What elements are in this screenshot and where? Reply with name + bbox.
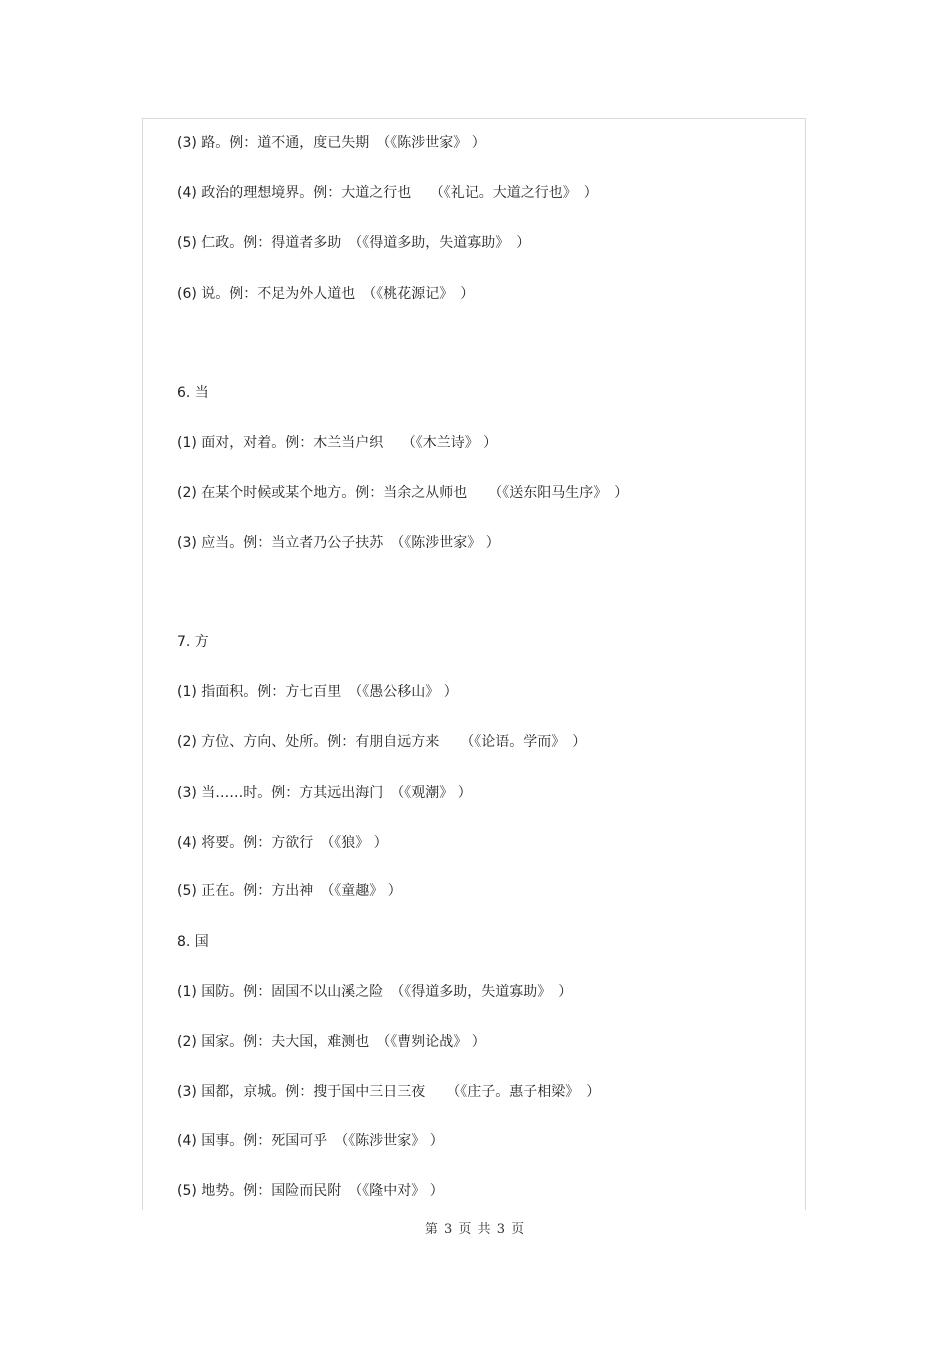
page-number: 第 3 页 共 3 页 <box>424 1222 526 1237</box>
definition-line: (6) 说。例：不足为外人道也 （《桃花源记》 ） <box>177 286 475 302</box>
definition-line: (1) 国防。例：固国不以山溪之险 （《得道多助，失道寡助》 ） <box>177 984 573 1000</box>
definition-line: (5) 正在。例：方出神 （《童趣》 ） <box>177 883 402 899</box>
definition-line: (1) 面对，对着。例：木兰当户织 （《木兰诗》 ） <box>177 435 498 451</box>
section-heading: 6. 当 <box>177 385 209 401</box>
definition-line: (3) 应当。例：当立者乃公子扶苏 （《陈涉世家》 ） <box>177 535 500 551</box>
definition-line: (2) 在某个时候或某个地方。例：当余之从师也 （《送东阳马生序》 ） <box>177 485 629 501</box>
definition-line: (2) 方位、方向、处所。例：有朋自远方来 （《论语。学而》 ） <box>177 734 587 750</box>
definition-line: (4) 政治的理想境界。例：大道之行也 （《礼记。大道之行也》 ） <box>177 185 598 201</box>
definition-line: (5) 地势。例：国险而民附 （《隆中对》 ） <box>177 1183 444 1199</box>
definition-line: (1) 指面积。例：方七百里 （《愚公移山》 ） <box>177 684 458 700</box>
definition-line: (2) 国家。例：夫大国，难测也 （《曹刿论战》 ） <box>177 1034 486 1050</box>
definition-line: (4) 国事。例：死国可乎 （《陈涉世家》 ） <box>177 1133 444 1149</box>
definition-line: (5) 仁政。例：得道者多助 （《得道多助，失道寡助》 ） <box>177 235 531 251</box>
section-heading: 7. 方 <box>177 634 209 650</box>
definition-line: (3) 路。例：道不通，度已失期 （《陈涉世家》 ） <box>177 135 486 151</box>
definition-line: (3) 国都，京城。例：搜于国中三日三夜 （《庄子。惠子相梁》 ） <box>177 1084 601 1100</box>
definition-line: (3) 当……时。例：方其远出海门 （《观潮》 ） <box>177 785 472 801</box>
section-heading: 8. 国 <box>177 934 209 950</box>
definition-line: (4) 将要。例：方欲行 （《狼》 ） <box>177 835 388 851</box>
